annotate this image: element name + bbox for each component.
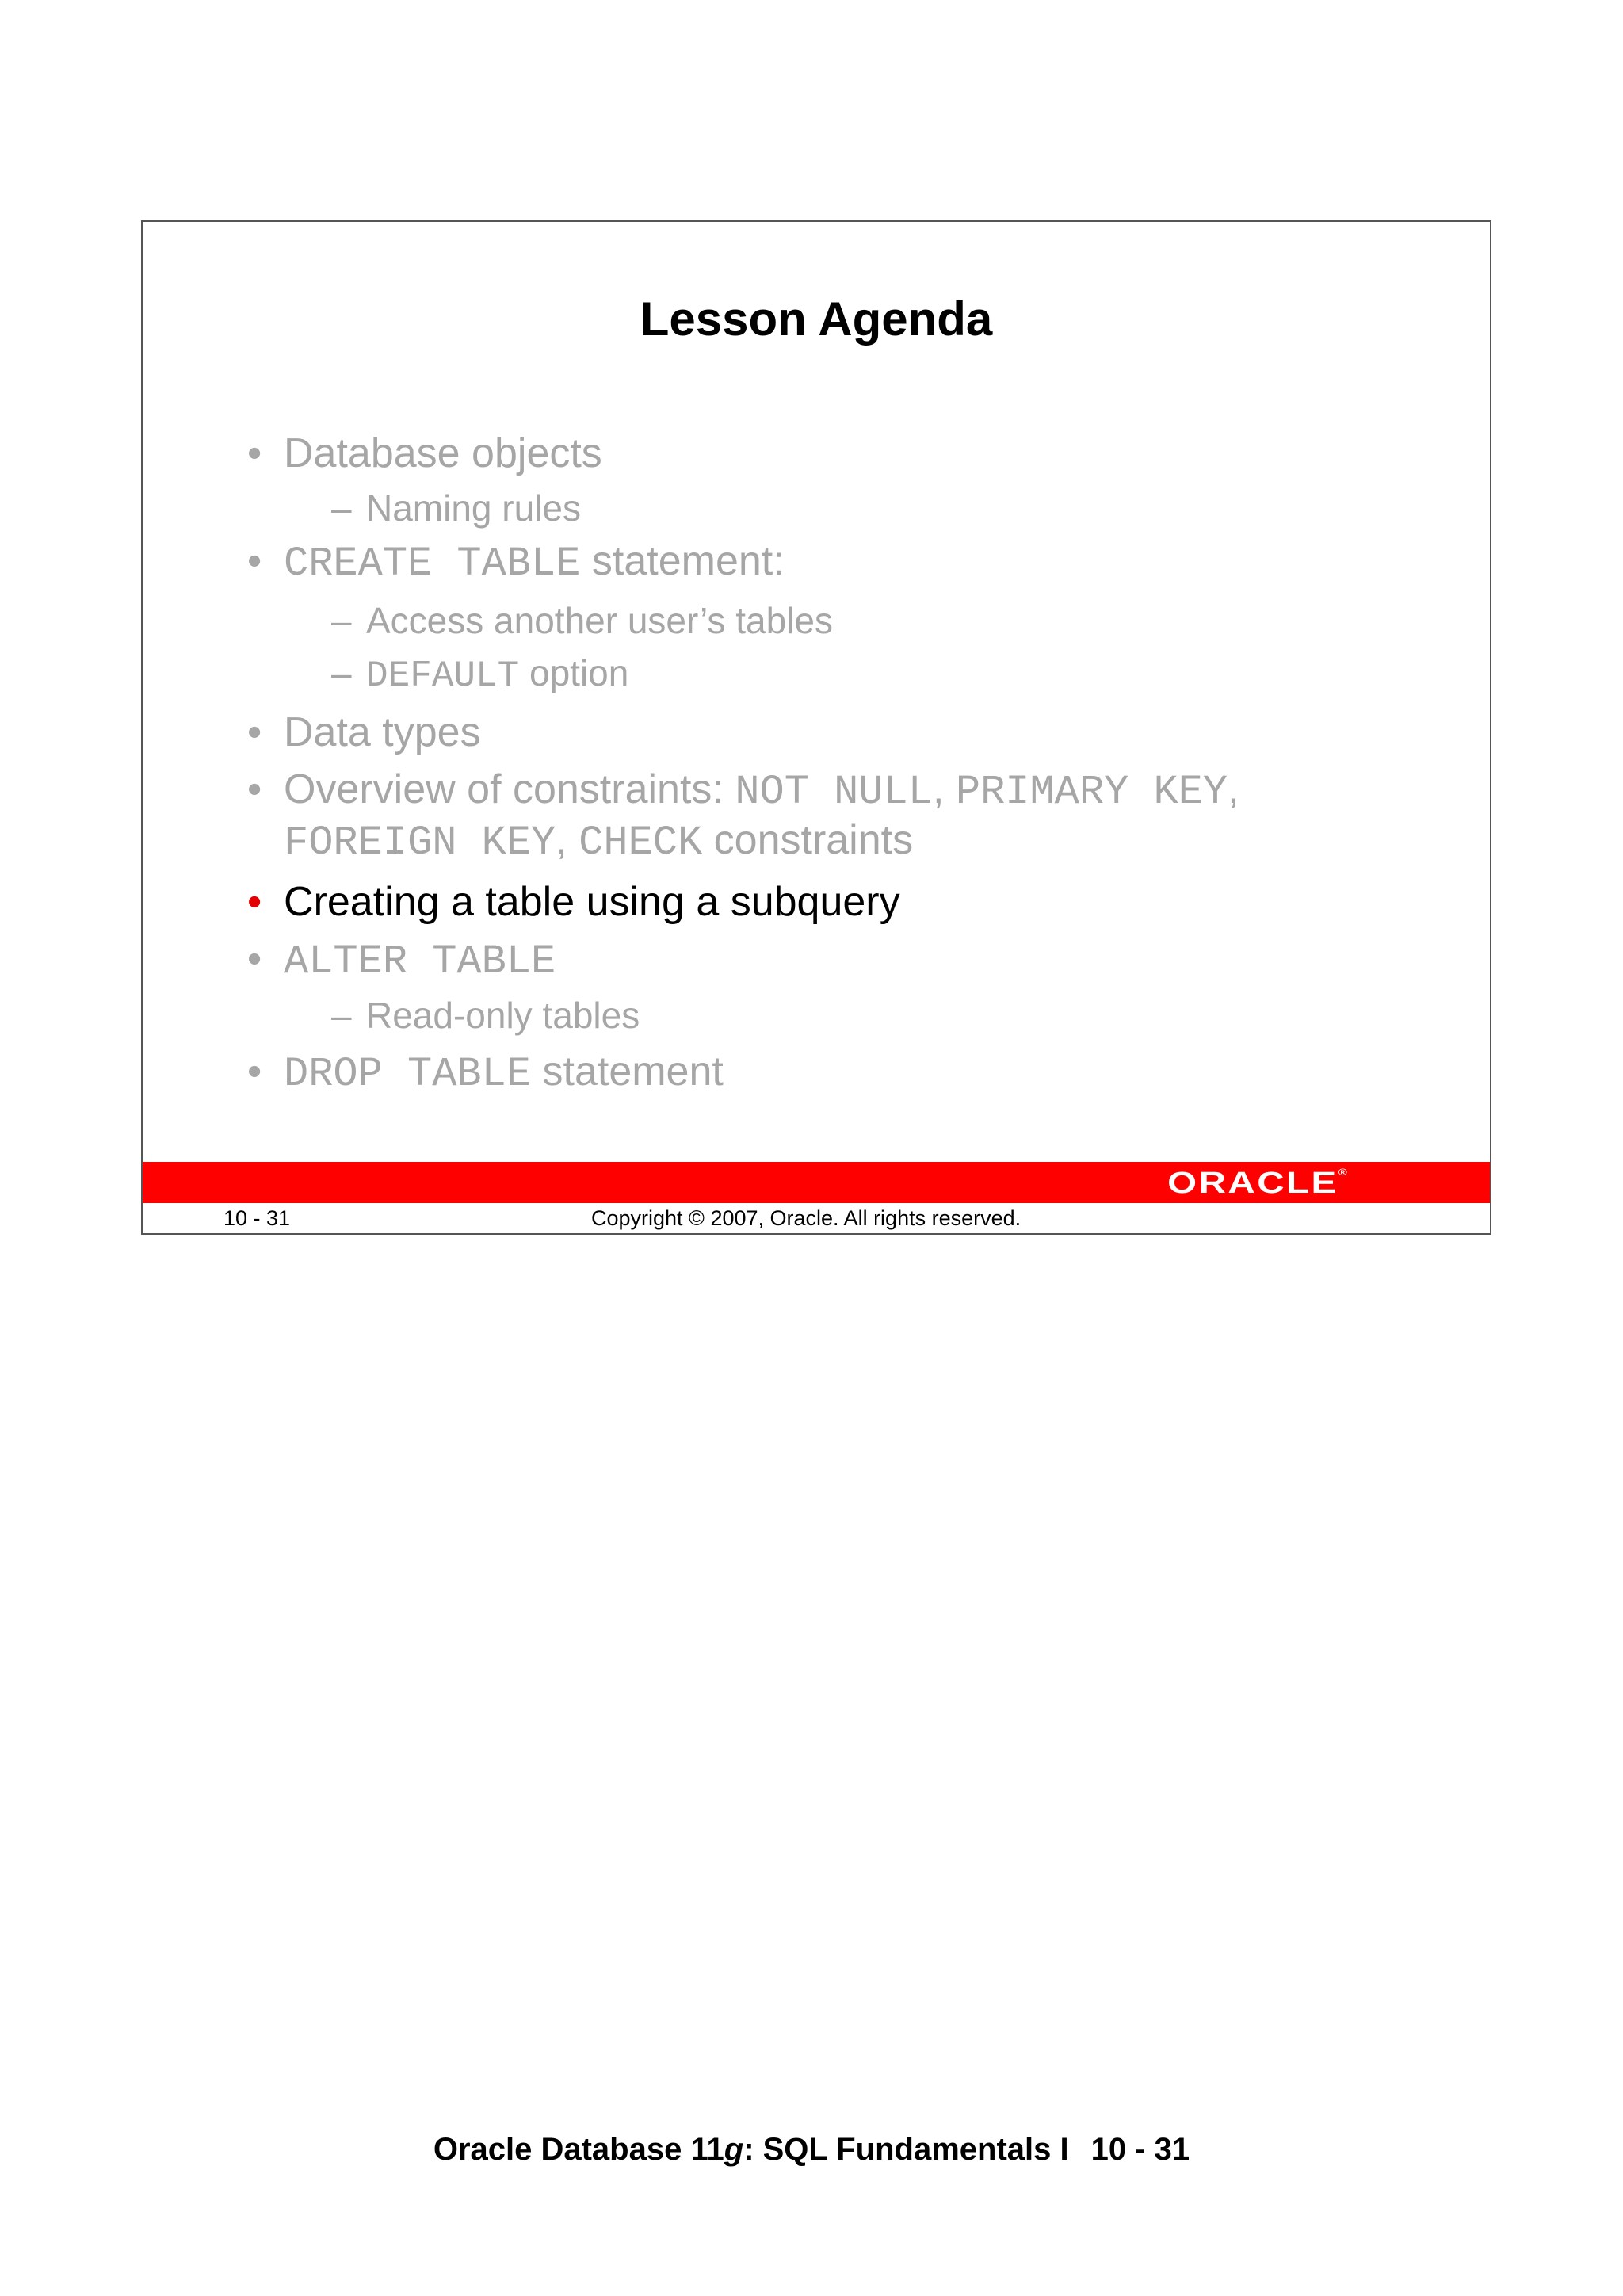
separator: ,	[556, 817, 579, 863]
registered-mark: ®	[1338, 1167, 1349, 1178]
agenda-item-label	[284, 766, 1239, 816]
slide	[141, 220, 1491, 1235]
agenda-item-label	[284, 816, 913, 866]
code-keyword: PRIMARY KEY	[955, 769, 1228, 816]
oracle-logo	[1167, 1167, 1349, 1201]
agenda-item-label: Creating a table using a subquery	[284, 879, 900, 925]
bullet-icon: •	[247, 1049, 262, 1095]
code-keyword: FOREIGN KEY	[284, 819, 556, 866]
separator: ,	[1228, 766, 1239, 812]
bullet-icon: •	[247, 538, 262, 584]
agenda-subitem-label	[366, 651, 628, 697]
agenda-item-text: Overview of constraints:	[284, 766, 735, 812]
agenda-item-label	[284, 537, 785, 587]
code-keyword: DROP TABLE	[284, 1051, 532, 1098]
agenda-item-label: Database objects	[284, 430, 602, 476]
agenda-item-label: Data types	[284, 709, 481, 755]
agenda-subitem-label: Naming rules	[366, 487, 581, 529]
code-keyword: CHECK	[579, 819, 703, 866]
agenda-item-label	[284, 1048, 724, 1098]
course-title-version: g	[724, 2132, 744, 2167]
slide-footer	[143, 1203, 1490, 1235]
course-title-part: Oracle Database 11	[433, 2132, 724, 2167]
code-keyword: CREATE TABLE	[284, 541, 581, 587]
dash-icon: –	[331, 600, 352, 641]
dash-icon: –	[331, 995, 352, 1036]
bullet-icon: •	[247, 936, 262, 982]
code-keyword: NOT NULL	[735, 769, 933, 816]
agenda-item-text: statement	[531, 1049, 724, 1095]
footer-bar	[143, 1162, 1490, 1203]
oracle-logo-text: ORACLE	[1167, 1167, 1338, 1200]
agenda-item-text: statement:	[580, 538, 785, 584]
page-footer	[0, 2132, 1623, 2168]
slide-number: 10 - 31	[223, 1206, 291, 1230]
agenda-subitem-label: Read-only tables	[366, 995, 640, 1036]
course-title-part: : SQL Fundamentals I	[743, 2132, 1069, 2167]
agenda-item-label	[284, 935, 556, 985]
agenda-subitem-label: Access another user’s tables	[366, 600, 833, 641]
separator: ,	[932, 766, 956, 812]
slide-title: Lesson Agenda	[640, 292, 993, 346]
page-number: 10 - 31	[1090, 2132, 1190, 2167]
bullet-icon: •	[247, 766, 262, 812]
course-title	[433, 2132, 1069, 2167]
bullet-icon: •	[247, 430, 262, 476]
copyright-notice: Copyright © 2007, Oracle. All rights reserved.	[591, 1206, 1022, 1230]
code-keyword: DEFAULT	[366, 655, 520, 697]
agenda-item-text: constraints	[702, 817, 914, 863]
bullet-icon: •	[247, 879, 262, 925]
bullet-icon: •	[247, 709, 262, 755]
dash-icon: –	[331, 487, 352, 529]
agenda-subitem-text: option	[519, 652, 629, 693]
dash-icon: –	[331, 652, 352, 693]
code-keyword: ALTER TABLE	[284, 938, 556, 985]
